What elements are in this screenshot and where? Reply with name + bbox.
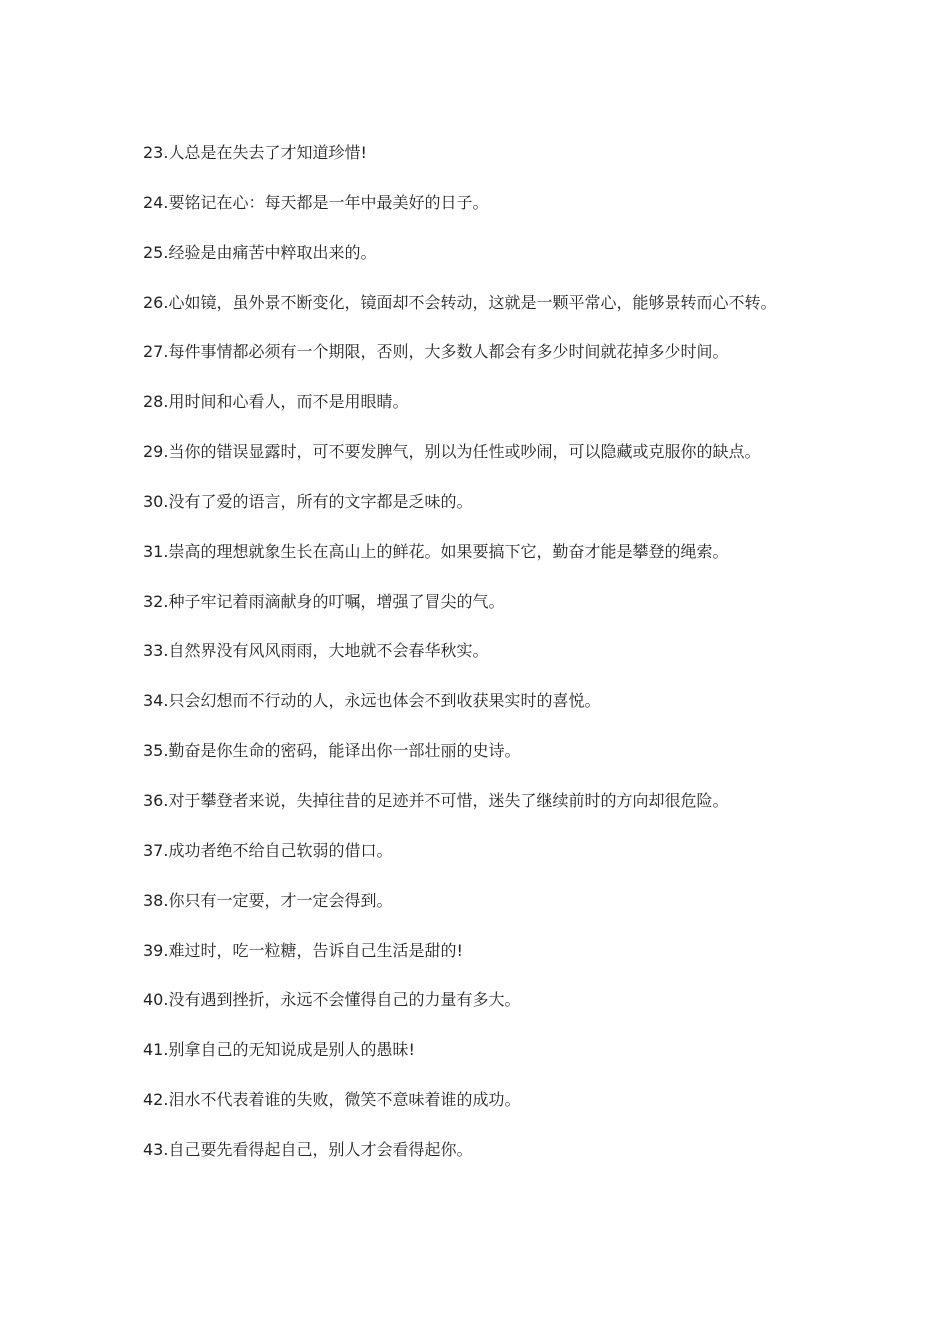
quote-line: 38.你只有一定要，才一定会得到。 [143,890,393,910]
quote-line: 30.没有了爱的语言，所有的文字都是乏味的。 [143,491,473,511]
quote-line: 40.没有遇到挫折，永远不会懂得自己的力量有多大。 [143,990,521,1010]
quote-line: 28.用时间和心看人，而不是用眼睛。 [143,392,409,412]
quote-line: 25.经验是由痛苦中粹取出来的。 [143,242,377,262]
quote-line: 43.自己要先看得起自己，别人才会看得起你。 [143,1139,473,1159]
quote-list [143,140,823,1187]
quote-line: 42.泪水不代表着谁的失败，微笑不意味着谁的成功。 [143,1090,521,1110]
quote-line: 33.自然界没有风风雨雨，大地就不会春华秋实。 [143,641,489,661]
quote-line: 35.勤奋是你生命的密码，能译出你一部壮丽的史诗。 [143,741,521,761]
quote-line: 36.对于攀登者来说，失掉往昔的足迹并不可惜，迷失了继续前时的方向却很危险。 [143,790,729,810]
quote-line: 26.心如镜，虽外景不断变化，镜面却不会转动，这就是一颗平常心，能够景转而心不转。 [143,292,777,312]
quote-line: 41.别拿自己的无知说成是别人的愚昧! [143,1040,415,1060]
quote-line: 23.人总是在失去了才知道珍惜! [143,143,367,162]
quote-line: 37.成功者绝不给自己软弱的借口。 [143,840,393,860]
quote-line: 24.要铭记在心：每天都是一年中最美好的日子。 [143,192,489,212]
quote-line: 34.只会幻想而不行动的人，永远也体会不到收获果实时的喜悦。 [143,691,601,711]
quote-line: 27.每件事情都必须有一个期限，否则，大多数人都会有多少时间就花掉多少时间。 [143,342,729,362]
quote-line: 31.崇高的理想就象生长在高山上的鲜花。如果要搞下它，勤奋才能是攀登的绳索。 [143,541,729,561]
quote-line: 32.种子牢记着雨滴献身的叮嘱，增强了冒尖的气。 [143,591,505,611]
quote-line: 29.当你的错误显露时，可不要发脾气，别以为任性或吵闹，可以隐藏或克服你的缺点。 [143,442,761,462]
quote-line: 39.难过时，吃一粒糖，告诉自己生活是甜的! [143,940,463,960]
